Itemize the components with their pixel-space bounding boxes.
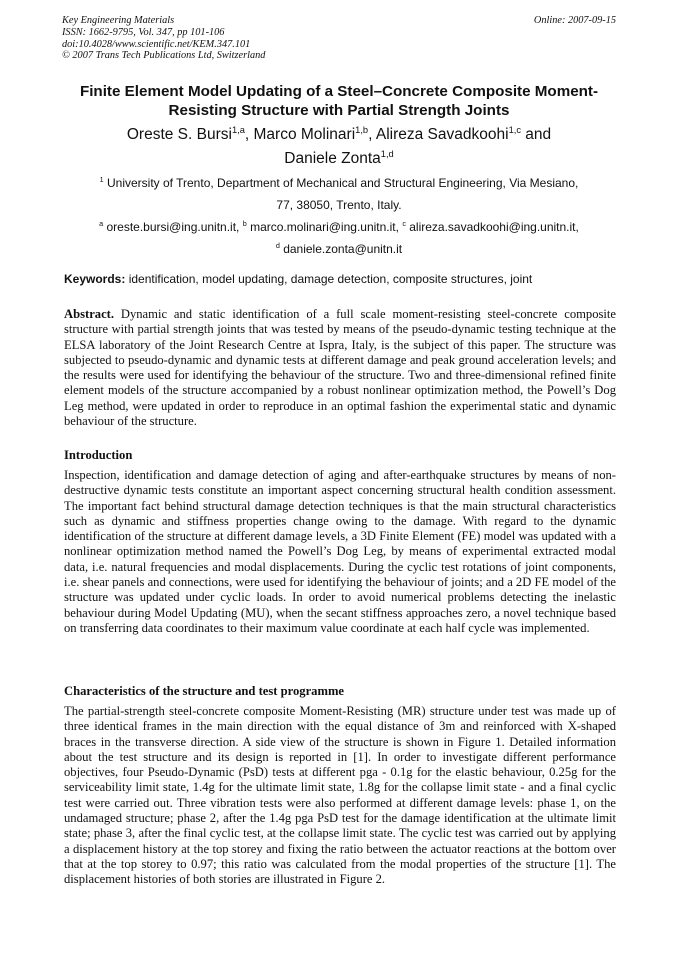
journal-header bbox=[62, 15, 616, 62]
author-name: Daniele Zonta bbox=[284, 150, 381, 167]
email-address: oreste.bursi@ing.unitn.it, bbox=[103, 220, 243, 234]
authors-line-2 bbox=[60, 147, 618, 171]
characteristics-paragraph: The partial-strength steel-concrete composite Moment-Resisting (MR) structure under test was made up of three identical frames in the main direction with the equal distance of 3m and reinforced with X-shaped braces in the transverse direction. A side view of the structure is shown in Figure 1. Detailed information about the test structure and its design is reported in [1]. In order to investigate different performance objectives, four Pseudo-Dynamic (PsD) tests at different pga - 0.1g for the elastic behaviour, 0.25g for the serviceability limit state, 1.4g for the ultimate limit state, 1.8g for the collapse limit state - and a final cyclic test were carried out. Three vibration tests were also performed at different damage levels: phase 1, on the undamaged structure; phase 2, after the 1.4g pga PsD test for the damage identification at the ultimate limit state; phase 3, after the final cyclic test, at the collapse limit state. The cyclic test was carried out by applying a displacement history at the top storey and fixing the ratio between the actuator reactions at the bottom over that at the top storey to 0.97; this ratio was calculated from the modal properties of the structure [1]. The displacement histories of both stories are illustrated in Figure 2. bbox=[64, 704, 616, 887]
author-affiliation-mark: 1,b bbox=[355, 124, 369, 135]
section-heading-characteristics: Characteristics of the structure and test programme bbox=[64, 684, 345, 698]
email-address: daniele.zonta@unitn.it bbox=[279, 242, 403, 256]
authors-line-1 bbox=[60, 123, 618, 147]
abstract bbox=[64, 307, 616, 429]
section-heading-introduction: Introduction bbox=[64, 448, 133, 462]
email-mark: a bbox=[99, 219, 104, 228]
emails-line-2 bbox=[60, 238, 618, 260]
journal-name: Key Engineering Materials bbox=[62, 15, 175, 26]
keywords-label: Keywords: bbox=[64, 272, 126, 286]
author-name: Oreste S. Bursi bbox=[126, 126, 232, 143]
author-affiliation-mark: 1,a bbox=[231, 124, 245, 135]
affiliation bbox=[60, 172, 618, 216]
abstract-text: Dynamic and static identification of a full scale moment-resisting steel-concrete composite structure with partial strength joints that was tested by means of the pseudo-dynamic testing technique at the ELSA laboratory of the Joint Research Centre at Ispra, Italy, is the subject of this paper. The structure was subjected to pseudo-dynamic and dynamic tests at different damage and peak ground acceleration levels; and the results were used for identifying the behaviour of the structure. Two and three-dimensional refined finite element models of the structure accompanied by a robust nonlinear optimization method, the Powell’s Dog Leg method, were updated in order to reproduce in an optimal fashion the experimental static and dynamic behaviour of the structure. bbox=[64, 307, 616, 429]
issn-line: ISSN: 1662-9795, Vol. 347, pp 101-106 bbox=[62, 26, 225, 38]
author-affiliation-mark: 1,d bbox=[380, 148, 394, 159]
introduction-paragraph: Inspection, identification and damage detection of aging and after-earthquake structures by means of non-destructive dynamic tests constitute an important aspect concerning structural health condition assessment. The important fact behind structural damage detection techniques is that the main structural characteristics such as dynamic and stiffness properties change owing to the damage. With regard to the dynamic identification of the structure at different damage levels, a 3D Finite Element (FE) model was updated with a nonlinear optimization method named the Powell’s Dog Leg, by means of experimental extracted modal data, i.e. natural frequencies and modal displacements. During the cyclic test rotations of joint components, i.e. shear panels and connections, were used for identifying the behaviour of joints; and a 2D FE model of the structure was updated under cyclic loads. In order to avoid numerical problems detecting the inelastic behaviour during Model Updating (MU), when the secant stiffness approaches zero, a novel technique based on transferring data coordinates to their maximum value coordinate at each half cycle was implemented. bbox=[64, 468, 616, 635]
author-emails bbox=[60, 216, 618, 260]
title-line-2: Resisting Structure with Partial Strength Joints bbox=[168, 102, 510, 119]
email-address: marco.molinari@ing.unitn.it, bbox=[246, 220, 403, 234]
author-name: Marco Molinari bbox=[253, 126, 356, 143]
copyright-line: © 2007 Trans Tech Publications Ltd, Switzerland bbox=[62, 50, 266, 62]
paper-title bbox=[60, 82, 618, 120]
affiliation-line-2: 77, 38050, Trento, Italy. bbox=[276, 198, 402, 212]
email-mark: d bbox=[275, 241, 280, 250]
author-name: Alireza Savadkoohi bbox=[375, 126, 509, 143]
author-separator: and bbox=[520, 126, 552, 143]
email-address: alireza.savadkoohi@ing.unitn.it, bbox=[405, 220, 579, 234]
email-mark: c bbox=[402, 219, 406, 228]
author-list bbox=[60, 123, 618, 171]
doi-line: doi:10.4028/www.scientific.net/KEM.347.101 bbox=[62, 38, 251, 50]
email-mark: b bbox=[242, 219, 247, 228]
affiliation-text: University of Trento, Department of Mechanical and Structural Engineering, Via Mesiano, bbox=[103, 176, 579, 190]
title-line-1: Finite Element Model Updating of a Steel–Concrete Composite Moment- bbox=[79, 83, 599, 100]
author-separator: , bbox=[244, 126, 254, 143]
online-date: Online: 2007-09-15 bbox=[533, 15, 616, 26]
keywords-text: identification, model updating, damage detection, composite structures, joint bbox=[125, 272, 533, 286]
affiliation-mark: 1 bbox=[99, 175, 104, 184]
keywords bbox=[64, 271, 616, 287]
abstract-label: Abstract. bbox=[64, 307, 115, 321]
author-affiliation-mark: 1,c bbox=[508, 124, 521, 135]
affiliation-line-1 bbox=[60, 172, 618, 194]
author-separator: , bbox=[368, 126, 376, 143]
emails-line-1 bbox=[60, 216, 618, 238]
